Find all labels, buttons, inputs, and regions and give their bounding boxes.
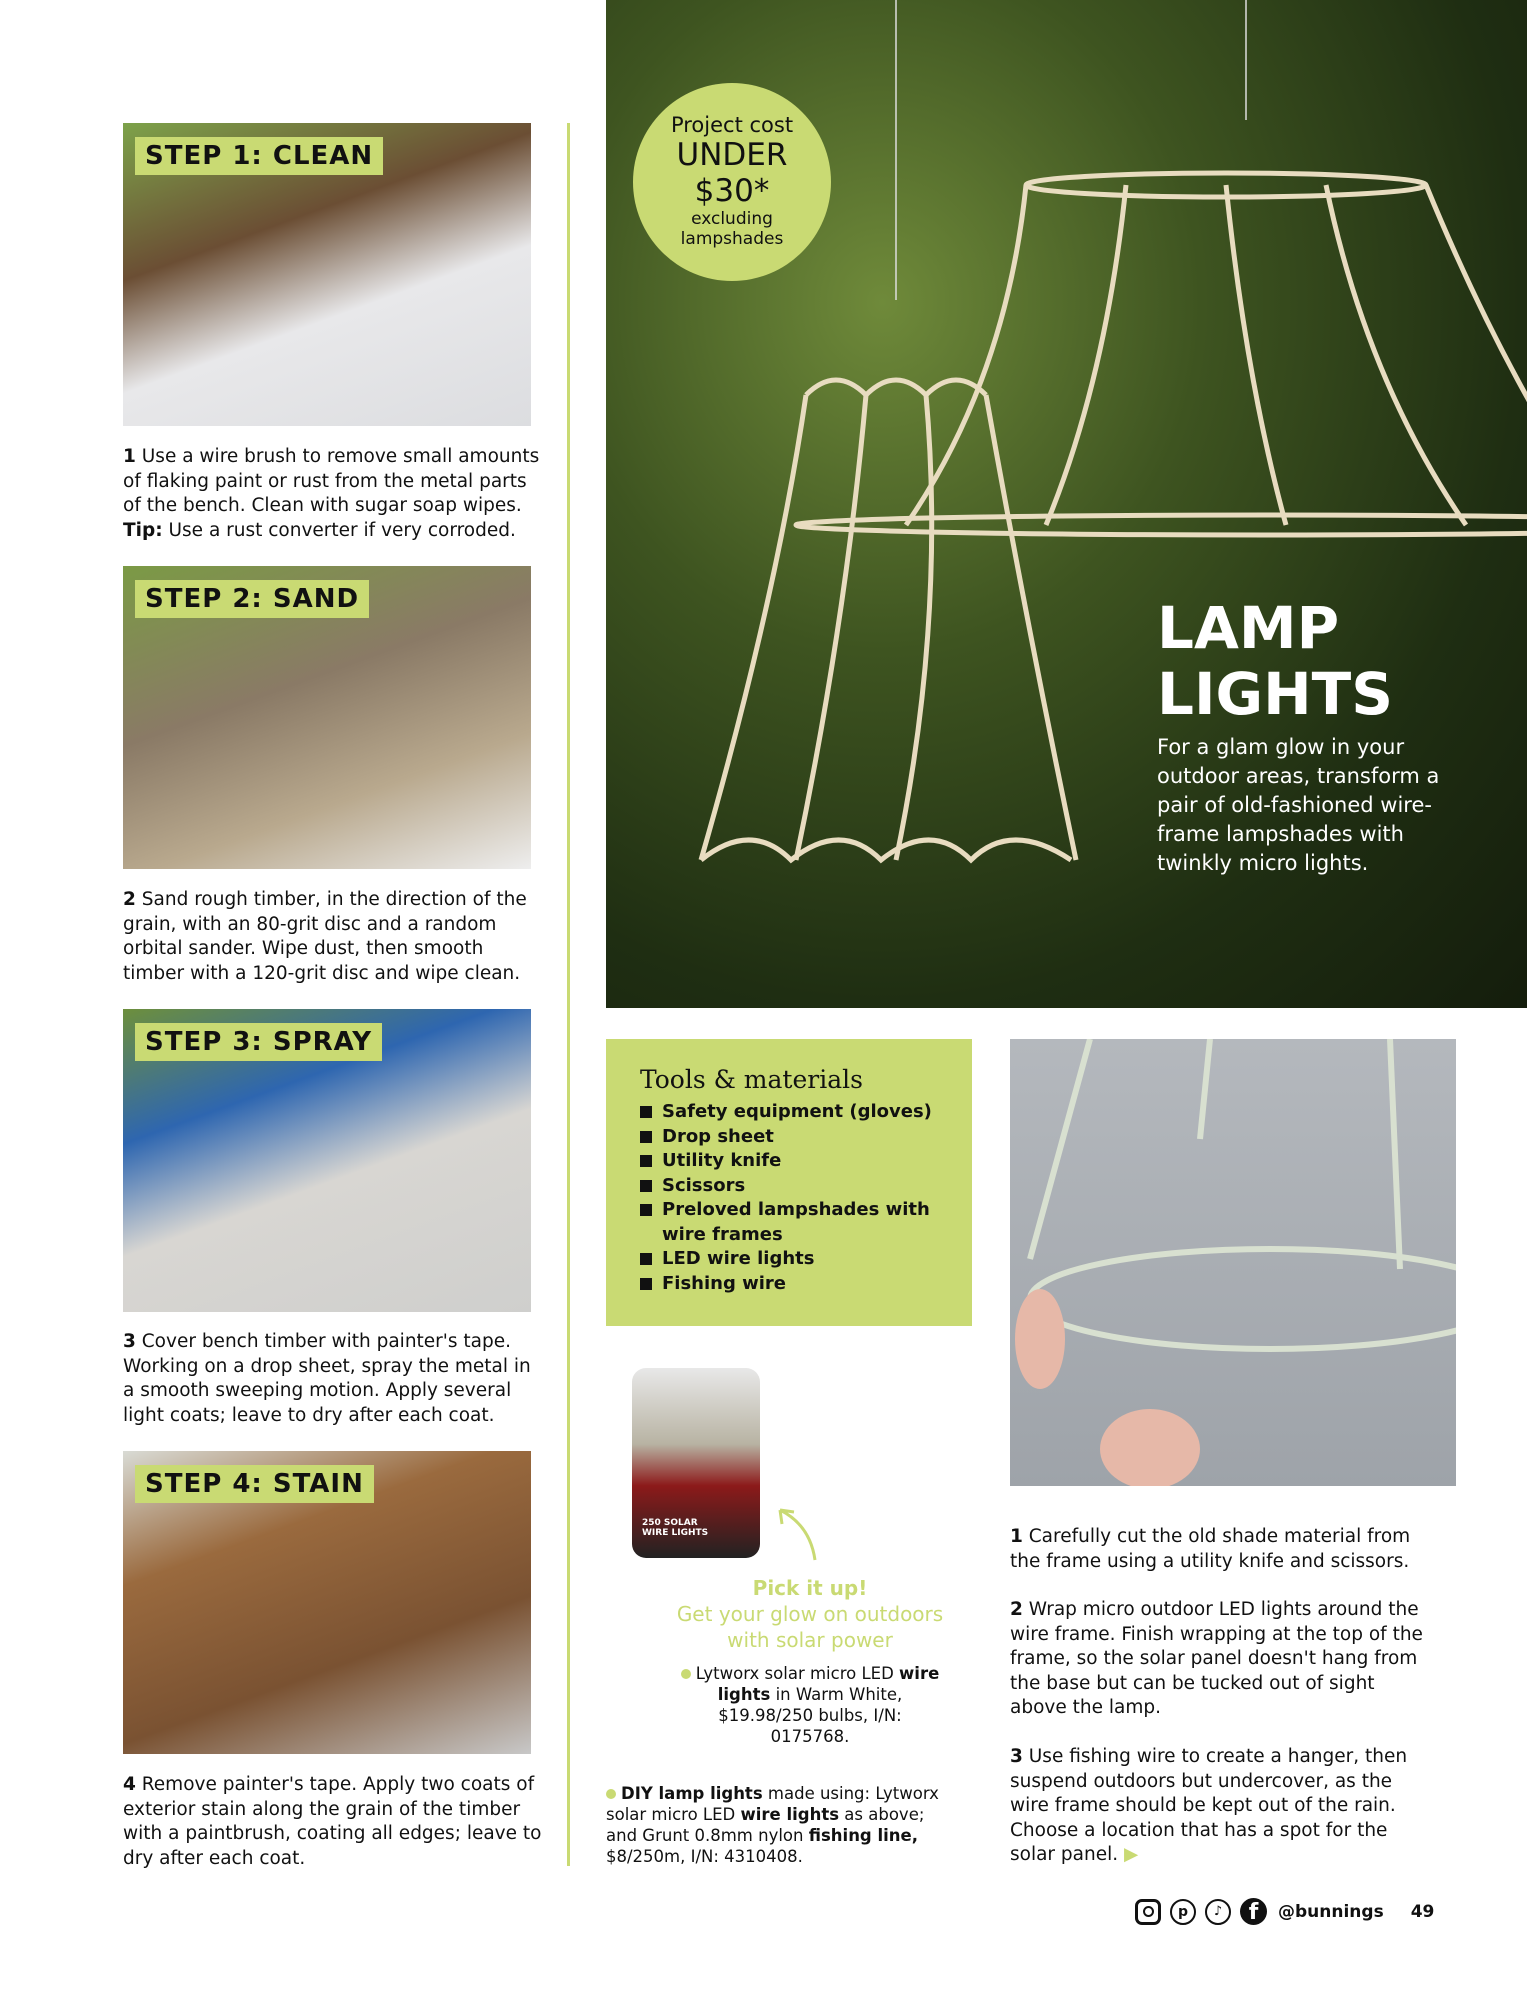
tool-item: Utility knife bbox=[640, 1149, 938, 1174]
diy-note: DIY lamp lights made using: Lytworx solar micro LED wire lights as above; and Grunt 0.8mm nylon fishing line, $8/250m, I/N: 4310408. bbox=[606, 1784, 939, 1866]
instruction-2: 2 Wrap micro outdoor LED lights around the wire frame. Finish wrapping at the top of the frame, so the solar panel doesn't hang from the base but can be tucked out of sight above the lamp. bbox=[1010, 1599, 1423, 1718]
step-2-photo bbox=[123, 566, 531, 869]
step-badge: STEP 3: SPRAY bbox=[135, 1023, 382, 1061]
tool-item: Drop sheet bbox=[640, 1125, 938, 1150]
step-3-photo bbox=[123, 1009, 531, 1312]
step-badge: STEP 2: SAND bbox=[135, 580, 369, 618]
tool-item: LED wire lights bbox=[640, 1247, 938, 1272]
wrapping-photo bbox=[1010, 1039, 1456, 1486]
instruction-1: 1 Carefully cut the old shade material from the frame using a utility knife and scissors. bbox=[1010, 1526, 1411, 1572]
pick-it-up: Pick it up! Get your glow on outdoors with solar power bbox=[676, 1576, 944, 1652]
step-badge: STEP 4: STAIN bbox=[135, 1465, 374, 1503]
tool-item: Safety equipment (gloves) bbox=[640, 1100, 938, 1125]
footer bbox=[1135, 1898, 1434, 1925]
step-badge: STEP 1: CLEAN bbox=[135, 137, 383, 175]
tool-item: Preloved lampshades with wire frames bbox=[640, 1198, 938, 1247]
step-1-photo bbox=[123, 123, 531, 426]
tiktok-icon[interactable]: ♪ bbox=[1205, 1899, 1231, 1925]
tool-item: Scissors bbox=[640, 1174, 938, 1199]
column-divider bbox=[567, 123, 570, 1866]
hero-intro: For a glam glow in your outdoor areas, transform a pair of old-fashioned wire-frame lampshades with twinkly micro lights. bbox=[1157, 735, 1440, 875]
step-3-text: 3 Cover bench timber with painter's tape. Working on a drop sheet, spray the metal in a smooth sweeping motion. Apply several light coats; leave to dry after each coat. bbox=[123, 1331, 531, 1426]
pinterest-icon[interactable]: p bbox=[1170, 1899, 1196, 1925]
page-number: 49 bbox=[1410, 1901, 1435, 1922]
social-handle[interactable]: @bunnings bbox=[1278, 1901, 1384, 1922]
step-2-text: 2 Sand rough timber, in the direction of the grain, with an 80-grit disc and a random orbital sander. Wipe dust, then smooth timber with a 120-grit disc and wipe clean. bbox=[123, 889, 527, 984]
instagram-icon[interactable] bbox=[1135, 1899, 1161, 1925]
step-4-photo bbox=[123, 1451, 531, 1754]
product-description: Lytworx solar micro LED wire lights in Warm White, $19.98/250 bulbs, I/N: 0175768. bbox=[680, 1663, 940, 1747]
facebook-icon[interactable]: f bbox=[1240, 1898, 1267, 1925]
step-1-text: 1 Use a wire brush to remove small amounts of flaking paint or rust from the metal parts of the bench. Clean with sugar soap wipes. Tip: Use a rust converter if very corroded. bbox=[123, 446, 540, 541]
tool-item: Fishing wire bbox=[640, 1272, 938, 1297]
product-image: 250 SOLAR WIRE LIGHTS bbox=[632, 1368, 760, 1558]
arrow-icon bbox=[770, 1505, 820, 1565]
step-4-text: 4 Remove painter's tape. Apply two coats of exterior stain along the grain of the timber with a paintbrush, coating all edges; leave to dry after each coat. bbox=[123, 1774, 542, 1869]
hero-title: LAMP LIGHTS bbox=[1157, 594, 1394, 728]
project-cost-badge: Project cost UNDER $30* excluding lampshades bbox=[633, 83, 831, 281]
instruction-3: 3 Use fishing wire to create a hanger, then suspend outdoors but undercover, as the wire frame should be kept out of the rain. Choose a location that has a spot for the solar panel. ▶ bbox=[1010, 1746, 1408, 1865]
tools-title: Tools & materials bbox=[640, 1065, 863, 1094]
tools-materials-box bbox=[606, 1039, 972, 1326]
wire-frame-illustration bbox=[1010, 1039, 1456, 1486]
